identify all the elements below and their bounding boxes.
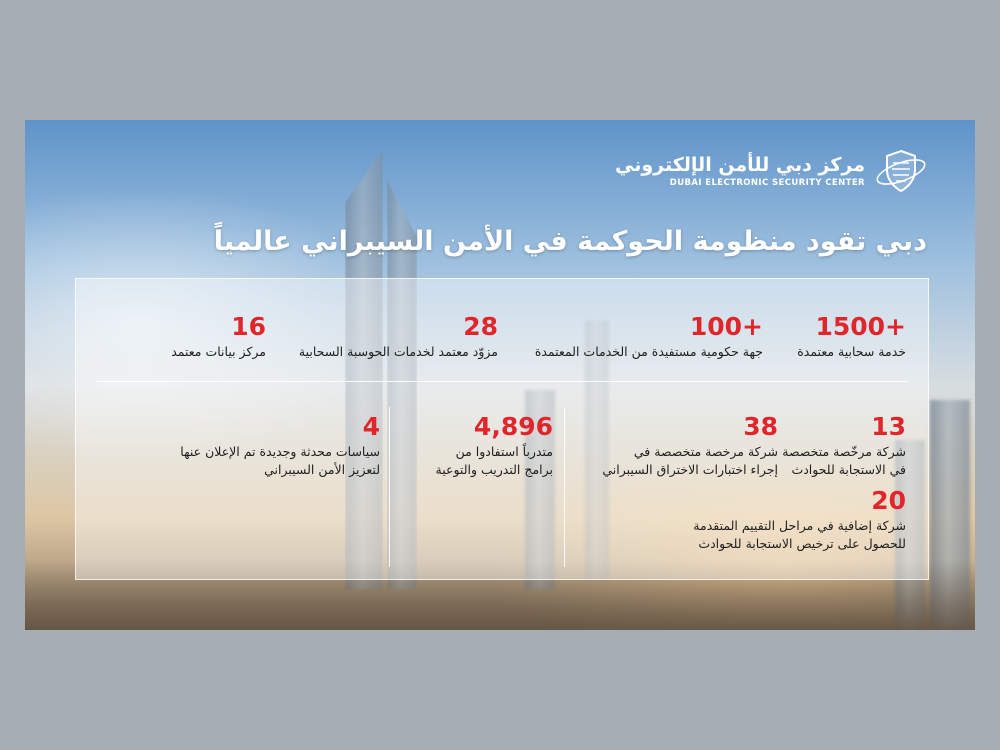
stat-label bbox=[180, 443, 380, 479]
stat-data-centers bbox=[171, 313, 266, 361]
stat-label bbox=[782, 443, 906, 479]
stat-cloud-services bbox=[797, 313, 906, 361]
stat-label: مزوّد معتمد لخدمات الحوسبة السحابية bbox=[298, 344, 498, 359]
stat-penetration-testing bbox=[602, 413, 778, 479]
stat-value: 20 bbox=[871, 486, 906, 515]
stat-label: مركز بيانات معتمد bbox=[171, 344, 266, 359]
stat-value: 4 bbox=[362, 412, 380, 441]
divider-horizontal bbox=[96, 381, 908, 382]
divider-vertical bbox=[564, 407, 565, 567]
stat-value: 4,896 bbox=[473, 412, 553, 441]
stat-label: جهة حكومية مستفيدة من الخدمات المعتمدة bbox=[534, 344, 763, 359]
stat-label-line: إجراء اختبارات الاختراق السيبراني bbox=[602, 462, 778, 477]
stat-label bbox=[436, 443, 553, 479]
brand-logo bbox=[615, 145, 927, 197]
stat-incident-response bbox=[782, 413, 906, 479]
brand-text bbox=[615, 154, 865, 188]
stat-label-line: سياسات محدثة وجديدة تم الإعلان عنها bbox=[180, 444, 380, 459]
stat-value: 1500+ bbox=[815, 312, 906, 341]
stat-label bbox=[693, 517, 906, 553]
stat-value: 13 bbox=[871, 412, 906, 441]
stat-label-line: برامج التدريب والتوعية bbox=[435, 462, 553, 477]
stat-companies-under-evaluation bbox=[693, 487, 906, 553]
brand-name-ar: مركز دبي للأمن الإلكتروني bbox=[615, 154, 865, 176]
stat-label bbox=[602, 443, 778, 479]
stat-value: 28 bbox=[463, 312, 498, 341]
stat-label-line: لتعزيز الأمن السيبراني bbox=[264, 462, 380, 477]
stat-label-line: شركة إضافية في مراحل التقييم المتقدمة bbox=[693, 518, 906, 533]
shield-emblem-icon bbox=[875, 145, 927, 197]
divider-vertical bbox=[389, 407, 390, 567]
stat-label-line: شركة مرخّصة متخصصة bbox=[782, 444, 906, 459]
page-title: دبي تقود منظومة الحوكمة في الأمن السيبراني عالمياً bbox=[213, 226, 927, 257]
stat-label-line: شركة مرخصة متخصصة في bbox=[633, 444, 778, 459]
stat-value: 100+ bbox=[689, 312, 763, 341]
stat-label: خدمة سحابية معتمدة bbox=[797, 344, 906, 359]
stats-panel bbox=[75, 278, 929, 580]
stat-government-entities bbox=[535, 313, 763, 361]
stat-label-line: في الاستجابة للحوادث bbox=[791, 462, 906, 477]
stat-trainees bbox=[436, 413, 553, 479]
brand-name-en: DUBAI ELECTRONIC SECURITY CENTER bbox=[669, 178, 865, 188]
stat-policies bbox=[180, 413, 380, 479]
stat-label-line: للحصول على ترخيص الاستجابة للحوادث bbox=[698, 536, 906, 551]
stat-value: 38 bbox=[743, 412, 778, 441]
stat-label-line: متدرباً استفادوا من bbox=[455, 444, 553, 459]
stat-cloud-providers bbox=[299, 313, 498, 361]
stat-value: 16 bbox=[231, 312, 266, 341]
hero-card bbox=[25, 120, 975, 630]
